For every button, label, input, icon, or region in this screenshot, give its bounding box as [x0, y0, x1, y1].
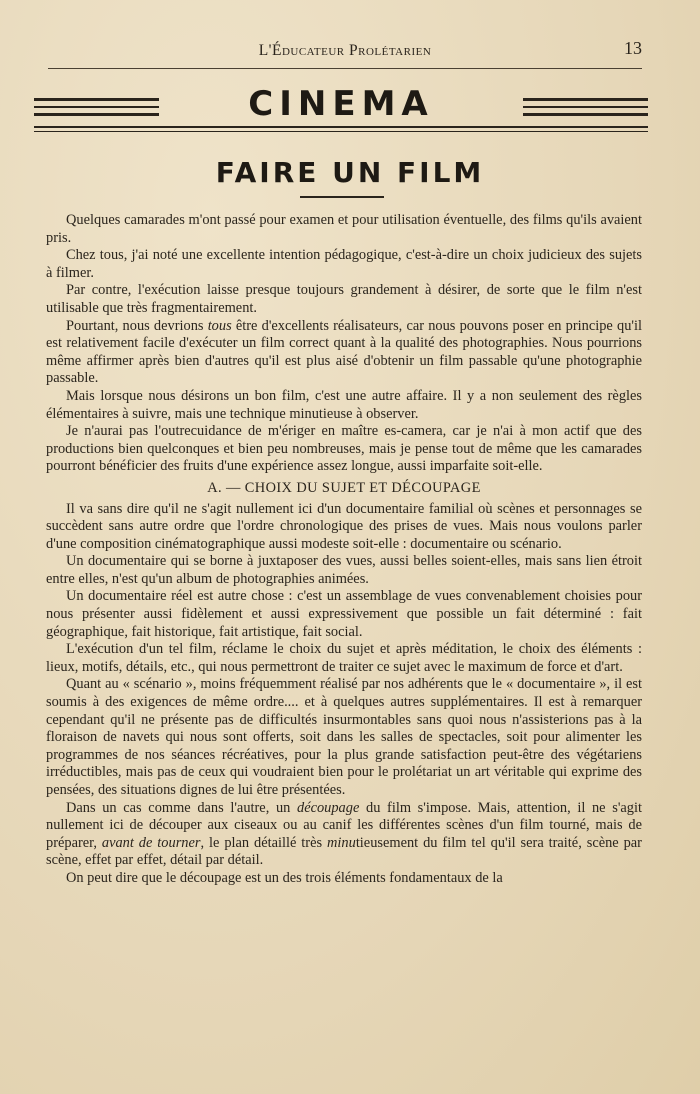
subheading: A. — CHOIX DU SUJET ET DÉCOUPAGE	[207, 479, 481, 496]
banner-rule-left	[34, 98, 159, 120]
emphasis-text: minu	[327, 834, 356, 851]
emphasis-text: tous	[207, 317, 232, 334]
paragraph-text: , le plan détaillé très	[200, 834, 328, 851]
emphasis-text: découpage	[297, 799, 360, 816]
page-number: 13	[624, 38, 642, 58]
emphasis-text: avant de tourner	[101, 834, 201, 851]
paragraph: Mais lorsque nous désirons un bon film, c'est une autre affaire. Il y a non seulement des règles élémentaires à suivre, mais une technique minutieuse à observer.	[46, 387, 642, 422]
section-title: CINEMA	[248, 84, 434, 124]
paragraph-text: Dans un cas comme dans l'autre, un	[66, 799, 297, 816]
banner-bottom-rule	[34, 126, 648, 128]
paragraph	[46, 800, 642, 870]
paragraph-text: être d'excellents réalisateurs, car nous pouvons poser en principe qu'il est relativement facile d'exécuter un film correct quant à la qualité des photographies. Nous pourrions même affirmer après bien d'autres qu'il est plus aisé d'obtenir un film passable qu'une photographie passable.	[46, 317, 642, 387]
banner-rule-right	[523, 98, 648, 120]
paragraph: L'exécution d'un tel film, réclame le choix du sujet et après méditation, le choix des éléments : lieux, motifs, détails, etc., qui nous permettront de traiter ce sujet avec le maximum de force et d'art.	[46, 641, 642, 675]
banner-bottom-rule-thin	[34, 131, 648, 132]
paragraph-text: tieusement du film tel qu'il sera traité, scène par scène, effet par effet, détail par détail.	[46, 834, 642, 869]
paragraph: Par contre, l'exécution laisse presque toujours grandement à désirer, de sorte que le film n'est utilisable que très fragmentairement.	[46, 282, 642, 316]
paragraph: On peut dire que le découpage est un des trois éléments fondamentaux de la	[66, 869, 503, 886]
journal-title: L'Éducateur Prolétarien	[258, 42, 432, 59]
paragraph: Il va sans dire qu'il ne s'agit nullement ici d'un documentaire familial où scènes et personnages se succèdent sans autre ordre que l'ordre chronologique des prises de vues. Mais nous voulons parler d'une composition cinématographique aussi modeste soit-elle : documentaire ou scénario.	[46, 500, 642, 552]
paragraph-text: du film s'impose. Mais, attention, il ne s'agit nullement ici de découper aux ciseaux ou au canif les différentes scènes d'un film tourné, mais de préparer,	[46, 799, 642, 851]
paragraph-text: Pourtant, nous devrions	[66, 317, 208, 334]
paragraph	[46, 318, 642, 388]
paragraph: Un documentaire qui se borne à juxtaposer des vues, aussi belles soient-elles, mais sans lien étroit entre elles, n'est qu'un album de photographies animées.	[46, 553, 642, 587]
paragraph: Je n'aurai pas l'outrecuidance de m'ériger en maître es-camera, car je n'ai à mon actif que des productions bien quelconques et bien peu nombreuses, mais je pense tout de même que les camarades pourront bénéficier des fruits d'une expérience assez longue, aussi imparfaite soit-elle.	[46, 423, 642, 475]
running-header	[48, 34, 642, 69]
paragraph: Quelques camarades m'ont passé pour examen et pour utilisation éventuelle, des films qu'ils avaient pris.	[46, 212, 642, 246]
article-body	[46, 212, 642, 888]
paragraph: Quant au « scénario », moins fréquemment réalisé par nos adhérents que le « documentaire », il est soumis à des exigences de même ordre.... et à quelques autres supplémentaires. Il est à remarquer cependant qu'il ne présente pas de difficultés insurmontables sans quoi nous n'assisterions pas à la floraison de navets qui nous sont offerts, soit dans les salles de spectacles, soit pour alimenter les programmes de nos séances récréatives, pour la plus grande satisfaction peut-être des végétariens irréductibles, mais pas de ceux qui voudraient bien pour le prolétariat un art véritable qui exprime des pensées, des situations dignes de lui être présentées.	[46, 676, 642, 798]
title-underline	[300, 196, 384, 198]
paragraph: Chez tous, j'ai noté une excellente intention pédagogique, c'est-à-dire un choix judicieux des sujets à filmer.	[46, 247, 642, 281]
section-banner	[34, 84, 648, 138]
paragraph: Un documentaire réel est autre chose : c'est un assemblage de vues convenablement choisies pour nous présenter aussi fidèlement et aussi expressivement que possible un fait déterminé : fait géographique, fait historique, fait artistique, fait social.	[46, 588, 642, 640]
article-title: FAIRE UN FILM	[215, 156, 485, 189]
